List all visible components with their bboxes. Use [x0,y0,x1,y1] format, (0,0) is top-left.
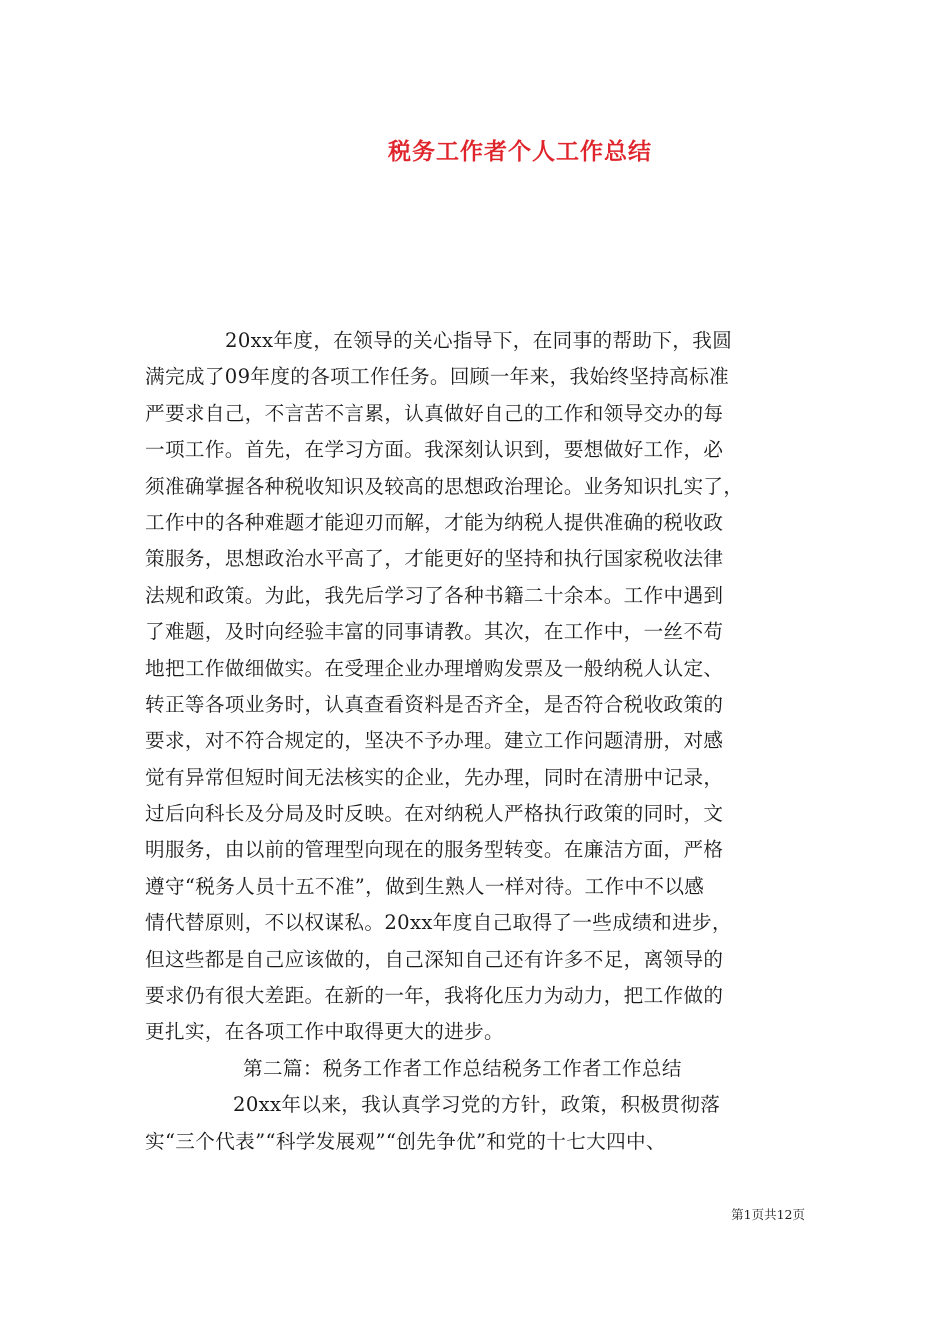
text-line: 觉有异常但短时间无法核实的企业，先办理，同时在清册中记录， [145,765,724,789]
text-line: 严要求自己，不言苦不言累，认真做好自己的工作和领导交办的每 [145,401,724,425]
text-line: 工作中的各种难题才能迎刃而解，才能为纳税人提供准确的税收政 [145,510,724,534]
text-line: 要求，对不符合规定的，坚决不予办理。建立工作问题清册，对感 [145,729,724,753]
page-number: 第1页共12页 [731,1207,805,1222]
text-line: 须准确掌握各种税收知识及较高的思想政治理论。业务知识扎实了， [145,474,744,498]
text-line: 过后向科长及分局及时反映。在对纳税人严格执行政策的同时，文 [145,802,724,826]
body-text [145,323,807,1160]
text-line: 地把工作做细做实。在受理企业办理增购发票及一般纳税人认定、 [145,656,724,680]
text-line: 转正等各项业务时，认真查看资料是否齐全，是否符合税收政策的 [145,692,724,716]
text-line: 情代替原则，不以权谋私。20xx年度自己取得了一些成绩和进步， [145,911,732,935]
text-line: 遵守“税务人员十五不准”，做到生熟人一样对待。工作中不以感 [145,874,705,898]
text-line: 20xx年度，在领导的关心指导下，在同事的帮助下，我圆 [225,329,733,352]
text-line: 一项工作。首先，在学习方面。我深刻认识到，要想做好工作，必 [145,438,724,462]
text-line: 20xx年以来，我认真学习党的方针，政策，积极贯彻落 [233,1093,721,1117]
text-line: 更扎实，在各项工作中取得更大的进步。 [145,1020,504,1044]
page-title: 税务工作者个人工作总结 [388,138,652,165]
text-line: 明服务，由以前的管理型向现在的服务型转变。在廉洁方面，严格 [145,838,724,862]
text-line: 要求仍有很大差距。在新的一年，我将化压力为动力，把工作做的 [145,984,724,1008]
text-line: 策服务，思想政治水平高了，才能更好的坚持和执行国家税收法律 [145,547,724,571]
section-heading: 第二篇：税务工作者工作总结税务工作者工作总结 [243,1056,682,1080]
text-line: 但这些都是自己应该做的，自己深知自己还有许多不足，离领导的 [145,947,724,971]
text-line: 满完成了09年度的各项工作任务。回顾一年来，我始终坚持高标准 [145,365,730,389]
text-line: 实“三个代表”“科学发展观”“创先争优”和党的十七大四中、 [145,1129,666,1153]
text-line: 了难题，及时向经验丰富的同事请教。其次，在工作中，一丝不苟 [145,620,724,644]
text-line: 法规和政策。为此，我先后学习了各种书籍二十余本。工作中遇到 [145,583,724,607]
